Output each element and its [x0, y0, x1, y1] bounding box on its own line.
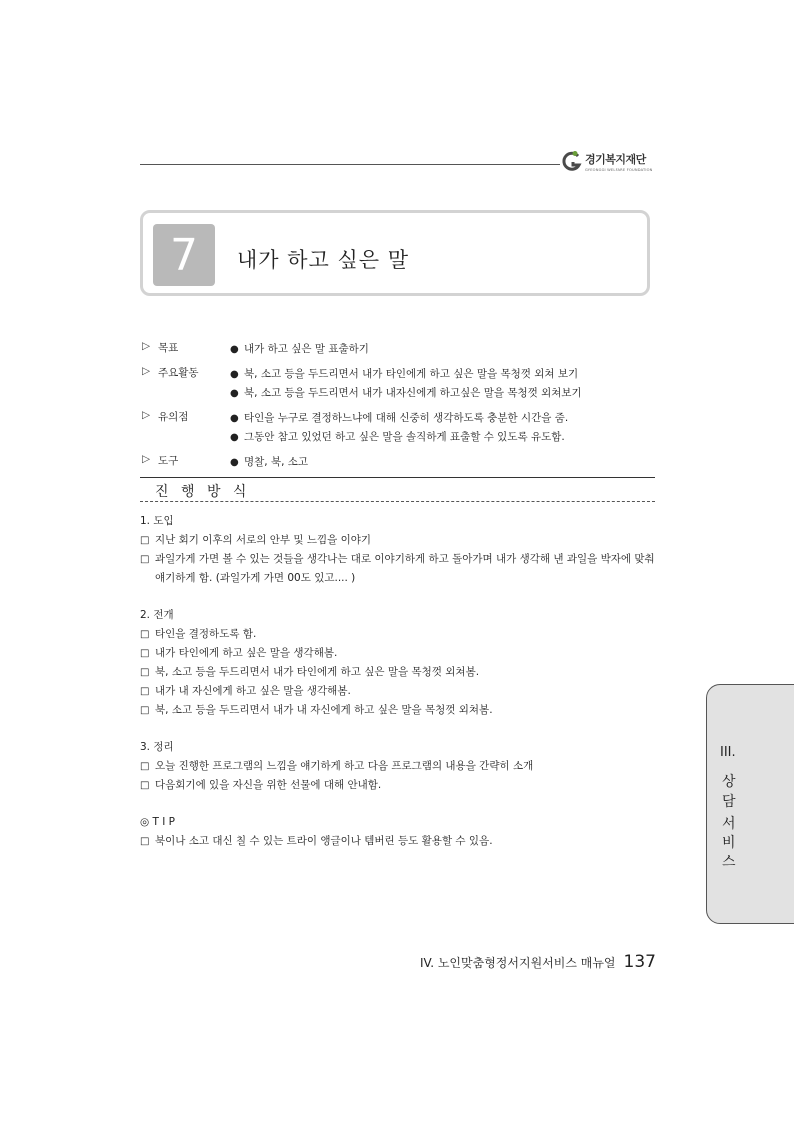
step-heading: ◎ T I P [140, 816, 176, 828]
page-number: 137 [623, 952, 656, 972]
chapter-title-box [140, 210, 650, 296]
step-item [140, 832, 660, 851]
side-tab-roman: III. [720, 745, 736, 760]
header-rule [140, 164, 560, 165]
bullet-icon: ● [230, 413, 239, 424]
bullet-icon: ● [230, 388, 239, 399]
footer-title: IV. 노인맞춤형정서지원서비스 매뉴얼 [420, 956, 616, 970]
info-item [230, 365, 662, 384]
side-chapter-tab [706, 684, 794, 924]
logo-emblem-icon [562, 150, 582, 172]
section-rule [140, 477, 655, 478]
info-item-text: 내가 하고 싶은 말 표출하기 [244, 343, 369, 355]
side-tab-char: 비 [722, 835, 736, 851]
info-item [230, 409, 662, 428]
info-item-text: 명찰, 북, 소고 [244, 456, 309, 468]
info-item [230, 384, 662, 403]
side-tab-char: 서 [722, 816, 736, 832]
step-item-text: 북이나 소고 대신 칠 수 있는 트라이 앵글이나 템버린 등도 활용할 수 있음. [155, 835, 493, 847]
info-item [230, 340, 662, 359]
step-item [140, 776, 660, 795]
step-item [140, 550, 660, 588]
side-tab-char: 상 [722, 774, 736, 790]
step-heading: 1. 도입 [140, 515, 174, 527]
step-item-text: 내가 타인에게 하고 싶은 말을 생각해봄. [155, 647, 338, 659]
step-item-text: 지난 회기 이후의 서로의 안부 및 느낌을 이야기 [155, 534, 372, 546]
section-header [140, 477, 655, 503]
checkbox-icon: □ [140, 686, 150, 697]
bullet-icon: ● [230, 369, 239, 380]
bullet-icon: ● [230, 432, 239, 443]
step-item-text: 오늘 진행한 프로그램의 느낌을 얘기하게 하고 다음 프로그램의 내용을 간략히 소개 [155, 760, 534, 772]
foundation-logo [562, 150, 653, 172]
section-dashed-rule [140, 501, 655, 502]
info-label: 도구 [158, 455, 179, 467]
triangle-icon: ▷ [142, 453, 151, 465]
page-footer [420, 952, 656, 972]
info-row [142, 409, 662, 447]
logo-name: 경기복지재단 [585, 152, 646, 166]
bullet-icon: ● [230, 344, 239, 355]
step-item [140, 644, 660, 663]
step-item [140, 531, 660, 550]
info-row [142, 453, 662, 472]
step-item-text: 과일가게 가면 볼 수 있는 것들을 생각나는 대로 이야기하게 하고 돌아가며 내가 생각해 낸 과일을 박자에 맞춰 얘기하게 함. (과일가게 가면 00도 있고.... ) [155, 553, 655, 584]
step-item-text: 내가 내 자신에게 하고 싶은 말을 생각해봄. [155, 685, 351, 697]
step-heading: 3. 정리 [140, 741, 174, 753]
section-title: 진 행 방 식 [155, 484, 251, 500]
checkbox-icon: □ [140, 705, 150, 716]
step-item-text: 타인을 결정하도록 함. [155, 628, 257, 640]
side-tab-char: 담 [722, 794, 736, 810]
checkbox-icon: □ [140, 554, 150, 565]
step-item [140, 625, 660, 644]
info-item-text: 타인을 누구로 결정하느냐에 대해 신중히 생각하도록 충분한 시간을 줌. [244, 412, 569, 424]
checkbox-icon: □ [140, 535, 150, 546]
step-item-text: 북, 소고 등을 두드리면서 내가 타인에게 하고 싶은 말을 목청껏 외쳐봄. [155, 666, 480, 678]
step-item [140, 757, 660, 776]
info-row [142, 340, 662, 359]
step-item-text: 북, 소고 등을 두드리면서 내가 내 자신에게 하고 싶은 말을 목청껏 외쳐봄. [155, 704, 493, 716]
info-item-text: 북, 소고 등을 두드리면서 내가 타인에게 하고 싶은 말을 목청껏 외쳐 보기 [244, 368, 579, 380]
info-item-text: 그동안 참고 있었던 하고 싶은 말을 솔직하게 표출할 수 있도록 유도함. [244, 431, 565, 443]
info-label: 유의점 [158, 411, 189, 423]
step-item-text: 다음회기에 있을 자신을 위한 선물에 대해 안내함. [155, 779, 382, 791]
checkbox-icon: □ [140, 780, 150, 791]
info-item-text: 북, 소고 등을 두드리면서 내가 내자신에게 하고싶은 말을 목청껏 외쳐보기 [244, 387, 582, 399]
info-label: 목표 [158, 342, 179, 354]
bullet-icon: ● [230, 457, 239, 468]
info-label: 주요활동 [158, 367, 199, 379]
chapter-number: 7 [153, 224, 215, 286]
step-heading: 2. 전개 [140, 609, 174, 621]
logo-subtitle: GYEONGGI WELFARE FOUNDATION [585, 167, 653, 172]
step-item [140, 682, 660, 701]
step-item [140, 701, 660, 720]
triangle-icon: ▷ [142, 409, 151, 421]
checkbox-icon: □ [140, 629, 150, 640]
side-tab-char: 스 [722, 854, 736, 870]
triangle-icon: ▷ [142, 340, 151, 352]
info-item [230, 428, 662, 447]
checkbox-icon: □ [140, 836, 150, 847]
program-info [142, 340, 662, 478]
checkbox-icon: □ [140, 667, 150, 678]
step-item [140, 663, 660, 682]
info-item [230, 453, 662, 472]
procedure-body [140, 512, 660, 851]
checkbox-icon: □ [140, 761, 150, 772]
triangle-icon: ▷ [142, 365, 151, 377]
info-row [142, 365, 662, 403]
checkbox-icon: □ [140, 648, 150, 659]
chapter-title: 내가 하고 싶은 말 [237, 248, 410, 272]
